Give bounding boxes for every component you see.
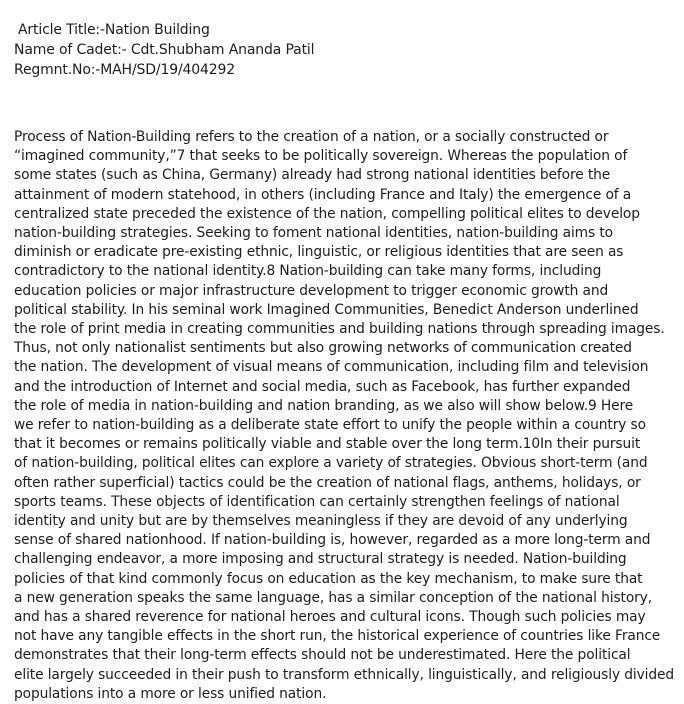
body-line: populations into a more or less unified nation. bbox=[14, 685, 327, 702]
body-line: Thus, not only nationalist sentiments but also growing networks of communication created bbox=[14, 340, 632, 357]
body-line: Process of Nation-Building refers to the creation of a nation, or a socially constructed or bbox=[14, 129, 609, 145]
body-line: diminish or eradicate pre-existing ethnic, linguistic, or religious identities that are seen as bbox=[14, 244, 624, 261]
body-line: and the introduction of Internet and social media, such as Facebook, has further expanded bbox=[14, 378, 631, 395]
body-line: contradictory to the national identity.8 Nation-building can take many forms, including bbox=[14, 263, 602, 280]
body-line: identity and unity but are by themselves meaningless if they are devoid of any underlying bbox=[14, 513, 628, 530]
body-line: demonstrates that their long-term effects should not be underestimated. Here the political bbox=[14, 647, 631, 664]
body-line: education policies or major infrastructure development to trigger economic growth and bbox=[14, 282, 609, 299]
body-line: “imagined community,”7 that seeks to be politically sovereign. Whereas the population of bbox=[14, 148, 628, 165]
body-line: the nation. The development of visual means of communication, including film and television bbox=[14, 359, 649, 376]
body-line: the role of print media in creating communities and building nations through spreading images. bbox=[14, 321, 665, 338]
body-line: not have any tangible effects in the short run, the historical experience of countries like France bbox=[14, 628, 661, 645]
body-line: sense of shared nationhood. If nation-building is, however, regarded as a more long-term and bbox=[14, 532, 651, 549]
body-line: that it becomes or remains politically viable and stable over the long term.10In their pursuit bbox=[14, 436, 641, 453]
article-body bbox=[14, 128, 684, 704]
body-line: centralized state preceded the existence of the nation, compelling political elites to develop bbox=[14, 205, 640, 222]
article-title-line: Article Title:-Nation Building bbox=[18, 22, 210, 38]
body-line: elite largely succeeded in their push to transform ethnically, linguistically, and religiously divided bbox=[14, 666, 675, 683]
body-line: attainment of modern statehood, in others (including France and Italy) the emergence of a bbox=[14, 186, 632, 203]
body-line: political stability. In his seminal work Imagined Communities, Benedict Anderson underlined bbox=[14, 301, 639, 318]
body-line: nation-building strategies. Seeking to foment national identities, nation-building aims to bbox=[14, 225, 613, 242]
body-line: policies of that kind commonly focus on education as the key mechanism, to make sure that bbox=[14, 570, 643, 587]
body-line: the role of media in nation-building and nation branding, as we also will show below.9 Here bbox=[14, 397, 634, 414]
body-line: of nation-building, political elites can explore a variety of strategies. Obvious short-term (and bbox=[14, 455, 648, 472]
body-line: we refer to nation-building as a deliberate state effort to unify the people within a country so bbox=[14, 417, 646, 434]
cadet-name-line: Name of Cadet:- Cdt.Shubham Ananda Patil bbox=[14, 42, 315, 58]
body-line: and has a shared reverence for national heroes and cultural icons. Though such policies may bbox=[14, 609, 646, 626]
article-header bbox=[14, 20, 314, 80]
body-line: some states (such as China, Germany) already had strong national identities before the bbox=[14, 167, 611, 184]
body-line: a new generation speaks the same language, has a similar conception of the national history, bbox=[14, 589, 653, 606]
registration-number-line: Regmnt.No:-MAH/SD/19/404292 bbox=[14, 62, 236, 78]
body-line: often rather superficial) tactics could be the creation of national flags, anthems, holidays, or bbox=[14, 474, 641, 491]
body-line: challenging endeavor, a more imposing and structural strategy is needed. Nation-building bbox=[14, 551, 627, 568]
body-line: sports teams. These objects of identification can certainly strengthen feelings of national bbox=[14, 493, 620, 510]
